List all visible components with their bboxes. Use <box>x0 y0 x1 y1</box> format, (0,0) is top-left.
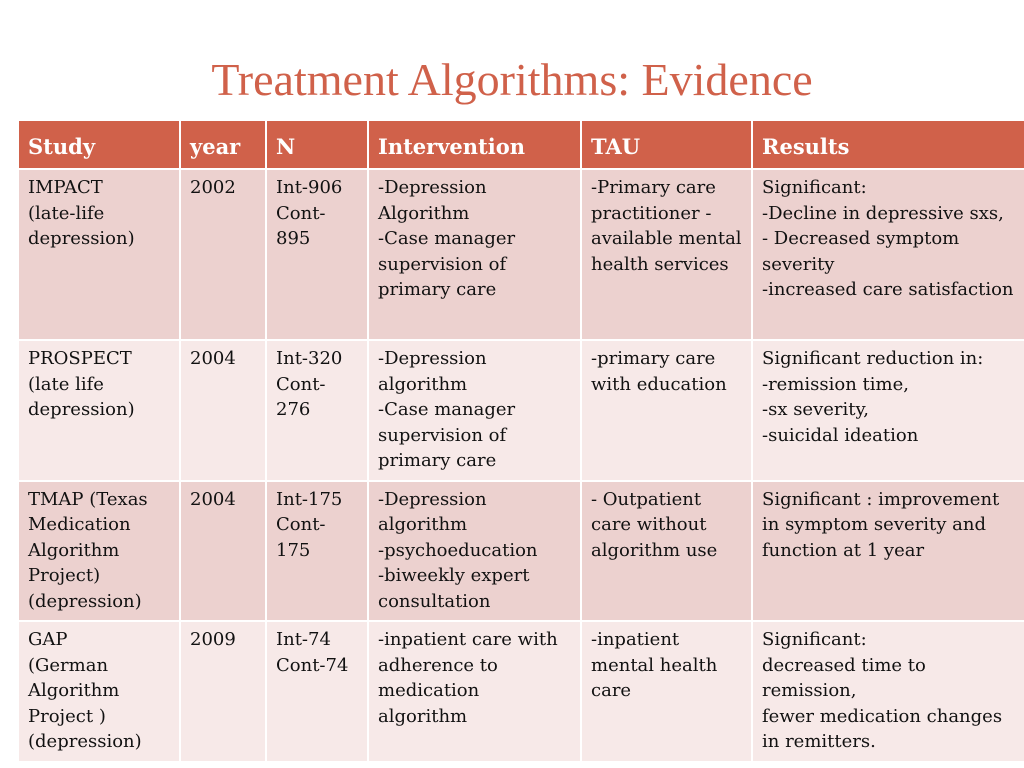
header-tau: TAU <box>581 120 752 169</box>
table-row-prospect <box>18 340 1024 481</box>
header-n: N <box>266 120 368 169</box>
cell-year: 2009 <box>180 621 266 762</box>
cell-results: Significant : improvement in symptom severity and function at 1 year <box>752 481 1024 622</box>
table-row-impact <box>18 169 1024 340</box>
header-study: Study <box>18 120 180 169</box>
cell-results: Significant: decreased time to remission, fewer medication changes in remitters. <box>752 621 1024 762</box>
cell-study: PROSPECT (late life depression) <box>18 340 180 481</box>
header-intervention: Intervention <box>368 120 581 169</box>
cell-results: Significant reduction in: -remission time, -sx severity, -suicidal ideation <box>752 340 1024 481</box>
cell-intervention: -Depression algorithm -Case manager supervision of primary care <box>368 340 581 481</box>
cell-n: Int-320 Cont-276 <box>266 340 368 481</box>
cell-tau: - Outpatient care without algorithm use <box>581 481 752 622</box>
cell-tau: -inpatient mental health care <box>581 621 752 762</box>
cell-intervention: -Depression algorithm -psychoeducation -biweekly expert consultation <box>368 481 581 622</box>
header-results: Results <box>752 120 1024 169</box>
table-header-row <box>18 120 1024 169</box>
evidence-table <box>17 119 1024 763</box>
cell-study: TMAP (Texas Medication Algorithm Project) (depression) <box>18 481 180 622</box>
cell-tau: -Primary care practitioner - available mental health services <box>581 169 752 340</box>
cell-intervention: -inpatient care with adherence to medication algorithm <box>368 621 581 762</box>
cell-n: Int-74 Cont-74 <box>266 621 368 762</box>
table-row-tmap <box>18 481 1024 622</box>
cell-n: Int-906 Cont-895 <box>266 169 368 340</box>
cell-year: 2004 <box>180 340 266 481</box>
cell-year: 2002 <box>180 169 266 340</box>
cell-year: 2004 <box>180 481 266 622</box>
cell-study: IMPACT (late-life depression) <box>18 169 180 340</box>
cell-intervention: -Depression Algorithm -Case manager supervision of primary care <box>368 169 581 340</box>
cell-n: Int-175 Cont-175 <box>266 481 368 622</box>
header-year: year <box>180 120 266 169</box>
cell-study: GAP (German Algorithm Project ) (depression) <box>18 621 180 762</box>
slide-title: Treatment Algorithms: Evidence <box>211 54 813 105</box>
table-row-gap <box>18 621 1024 762</box>
cell-tau: -primary care with education <box>581 340 752 481</box>
cell-results: Significant: -Decline in depressive sxs, - Decreased symptom severity -increased care satisfaction <box>752 169 1024 340</box>
